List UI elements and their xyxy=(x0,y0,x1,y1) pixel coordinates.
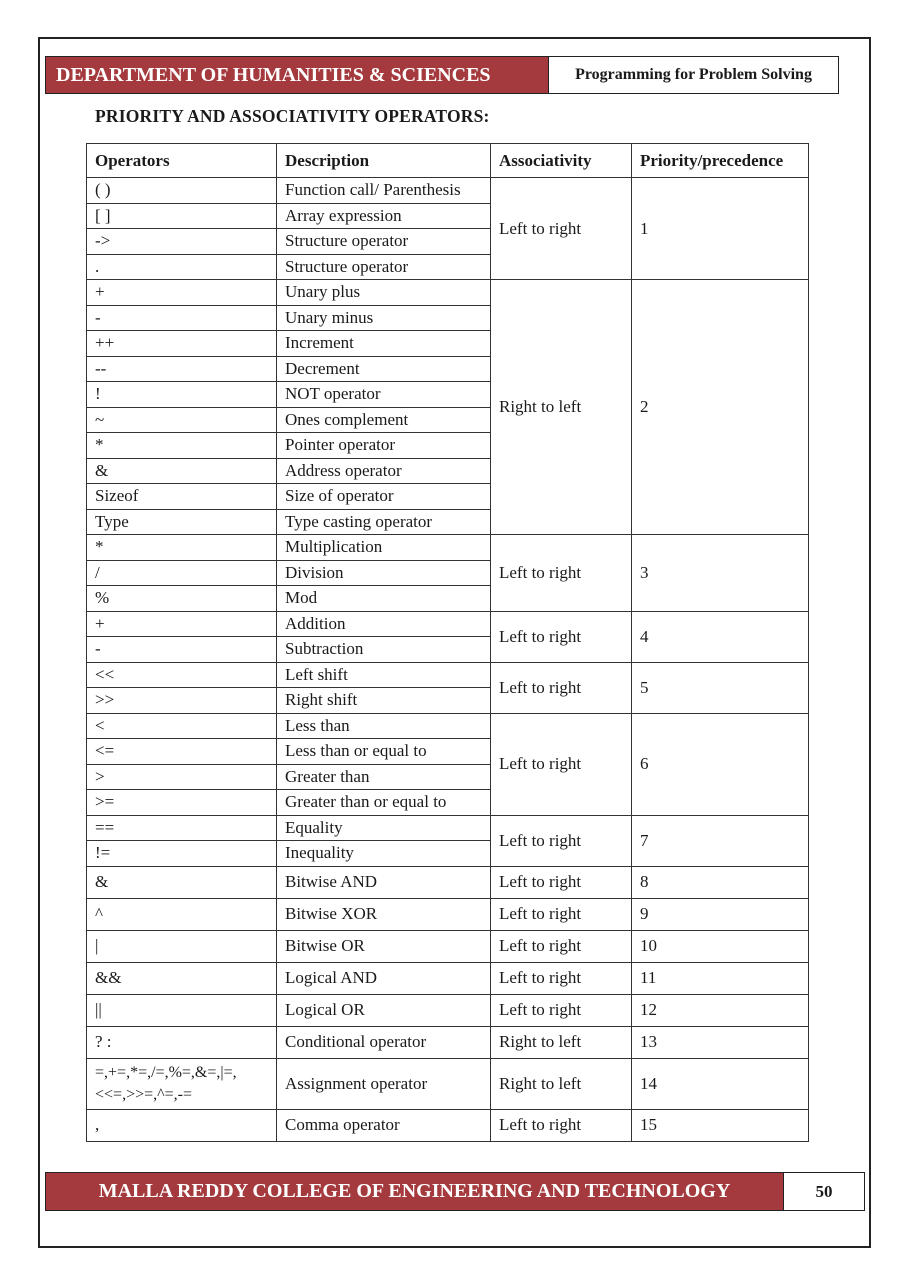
operator-cell: * xyxy=(87,535,277,561)
priority-cell: 1 xyxy=(632,178,809,280)
associativity-cell: Left to right xyxy=(491,815,632,866)
operator-cell: - xyxy=(87,637,277,663)
description-cell: Conditional operator xyxy=(277,1026,491,1058)
operator-cell: & xyxy=(87,458,277,484)
description-cell: Bitwise AND xyxy=(277,866,491,898)
associativity-cell: Left to right xyxy=(491,662,632,713)
table-row xyxy=(87,930,809,962)
operator-cell: + xyxy=(87,611,277,637)
table-row xyxy=(87,1109,809,1141)
operator-cell: | xyxy=(87,930,277,962)
priority-cell: 7 xyxy=(632,815,809,866)
description-cell: Structure operator xyxy=(277,254,491,280)
operator-cell: * xyxy=(87,433,277,459)
priority-cell: 11 xyxy=(632,962,809,994)
table-row xyxy=(87,280,809,306)
priority-cell: 9 xyxy=(632,898,809,930)
description-cell: Unary plus xyxy=(277,280,491,306)
operator-cell: Sizeof xyxy=(87,484,277,510)
description-cell: Inequality xyxy=(277,841,491,867)
operator-cell: && xyxy=(87,962,277,994)
table-row xyxy=(87,1026,809,1058)
operator-cell: < xyxy=(87,713,277,739)
description-cell: Size of operator xyxy=(277,484,491,510)
operator-cell: & xyxy=(87,866,277,898)
operator-cell: + xyxy=(87,280,277,306)
operator-cell: != xyxy=(87,841,277,867)
header-priority: Priority/precedence xyxy=(632,144,809,178)
operators-table xyxy=(86,143,809,1142)
priority-cell: 12 xyxy=(632,994,809,1026)
description-cell: Bitwise XOR xyxy=(277,898,491,930)
operator-cell: ~ xyxy=(87,407,277,433)
operator-cell: Type xyxy=(87,509,277,535)
associativity-cell: Right to left xyxy=(491,280,632,535)
operator-cell: == xyxy=(87,815,277,841)
table-row xyxy=(87,866,809,898)
operator-cell: / xyxy=(87,560,277,586)
operator-cell: ! xyxy=(87,382,277,408)
associativity-cell: Left to right xyxy=(491,898,632,930)
description-cell: Bitwise OR xyxy=(277,930,491,962)
table-row xyxy=(87,815,809,841)
description-cell: Less than or equal to xyxy=(277,739,491,765)
priority-cell: 2 xyxy=(632,280,809,535)
operator-cell: [ ] xyxy=(87,203,277,229)
operator-cell: , xyxy=(87,1109,277,1141)
associativity-cell: Left to right xyxy=(491,535,632,612)
table-row xyxy=(87,898,809,930)
description-cell: Unary minus xyxy=(277,305,491,331)
operator-cell: =,+=,*=,/=,%=,&=,|=, <<=,>>=,^=,-= xyxy=(87,1058,277,1109)
priority-cell: 14 xyxy=(632,1058,809,1109)
table-row xyxy=(87,662,809,688)
description-cell: NOT operator xyxy=(277,382,491,408)
operator-cell: - xyxy=(87,305,277,331)
description-cell: Greater than or equal to xyxy=(277,790,491,816)
page-number: 50 xyxy=(783,1173,864,1210)
description-cell: Division xyxy=(277,560,491,586)
description-cell: Left shift xyxy=(277,662,491,688)
description-cell: Right shift xyxy=(277,688,491,714)
priority-cell: 5 xyxy=(632,662,809,713)
associativity-cell: Left to right xyxy=(491,1109,632,1141)
associativity-cell: Left to right xyxy=(491,178,632,280)
description-cell: Less than xyxy=(277,713,491,739)
description-cell: Assignment operator xyxy=(277,1058,491,1109)
college-banner: MALLA REDDY COLLEGE OF ENGINEERING AND TECHNOLOGY xyxy=(46,1173,783,1210)
description-cell: Decrement xyxy=(277,356,491,382)
operator-cell: ++ xyxy=(87,331,277,357)
course-title: Programming for Problem Solving xyxy=(548,57,838,93)
description-cell: Logical AND xyxy=(277,962,491,994)
description-cell: Multiplication xyxy=(277,535,491,561)
page-header xyxy=(45,56,839,94)
description-cell: Greater than xyxy=(277,764,491,790)
department-banner: DEPARTMENT OF HUMANITIES & SCIENCES xyxy=(46,57,548,93)
associativity-cell: Right to left xyxy=(491,1058,632,1109)
associativity-cell: Left to right xyxy=(491,994,632,1026)
associativity-cell: Left to right xyxy=(491,713,632,815)
header-operators: Operators xyxy=(87,144,277,178)
table-header-row xyxy=(87,144,809,178)
description-cell: Increment xyxy=(277,331,491,357)
header-associativity: Associativity xyxy=(491,144,632,178)
operator-cell: > xyxy=(87,764,277,790)
operator-cell: || xyxy=(87,994,277,1026)
priority-cell: 4 xyxy=(632,611,809,662)
priority-cell: 10 xyxy=(632,930,809,962)
operator-cell: >> xyxy=(87,688,277,714)
description-cell: Logical OR xyxy=(277,994,491,1026)
description-cell: Ones complement xyxy=(277,407,491,433)
operator-cell: ^ xyxy=(87,898,277,930)
table-row xyxy=(87,1058,809,1109)
priority-cell: 3 xyxy=(632,535,809,612)
description-cell: Subtraction xyxy=(277,637,491,663)
operator-cell: . xyxy=(87,254,277,280)
operator-cell: % xyxy=(87,586,277,612)
associativity-cell: Left to right xyxy=(491,962,632,994)
priority-cell: 15 xyxy=(632,1109,809,1141)
description-cell: Equality xyxy=(277,815,491,841)
header-description: Description xyxy=(277,144,491,178)
associativity-cell: Left to right xyxy=(491,866,632,898)
table-row xyxy=(87,962,809,994)
description-cell: Structure operator xyxy=(277,229,491,255)
priority-cell: 8 xyxy=(632,866,809,898)
associativity-cell: Right to left xyxy=(491,1026,632,1058)
operator-cell: <= xyxy=(87,739,277,765)
priority-cell: 13 xyxy=(632,1026,809,1058)
associativity-cell: Left to right xyxy=(491,930,632,962)
table-row xyxy=(87,535,809,561)
page-footer xyxy=(45,1172,865,1211)
operator-cell: -> xyxy=(87,229,277,255)
table-row xyxy=(87,713,809,739)
description-cell: Type casting operator xyxy=(277,509,491,535)
table-row xyxy=(87,611,809,637)
table-row xyxy=(87,994,809,1026)
operator-cell: >= xyxy=(87,790,277,816)
description-cell: Address operator xyxy=(277,458,491,484)
operator-cell: -- xyxy=(87,356,277,382)
description-cell: Comma operator xyxy=(277,1109,491,1141)
operator-cell: << xyxy=(87,662,277,688)
operator-cell: ? : xyxy=(87,1026,277,1058)
associativity-cell: Left to right xyxy=(491,611,632,662)
section-title: PRIORITY AND ASSOCIATIVITY OPERATORS: xyxy=(95,106,490,126)
table-body xyxy=(87,178,809,1142)
description-cell: Addition xyxy=(277,611,491,637)
description-cell: Mod xyxy=(277,586,491,612)
description-cell: Function call/ Parenthesis xyxy=(277,178,491,204)
priority-cell: 6 xyxy=(632,713,809,815)
description-cell: Array expression xyxy=(277,203,491,229)
operator-cell: ( ) xyxy=(87,178,277,204)
description-cell: Pointer operator xyxy=(277,433,491,459)
table-row xyxy=(87,178,809,204)
